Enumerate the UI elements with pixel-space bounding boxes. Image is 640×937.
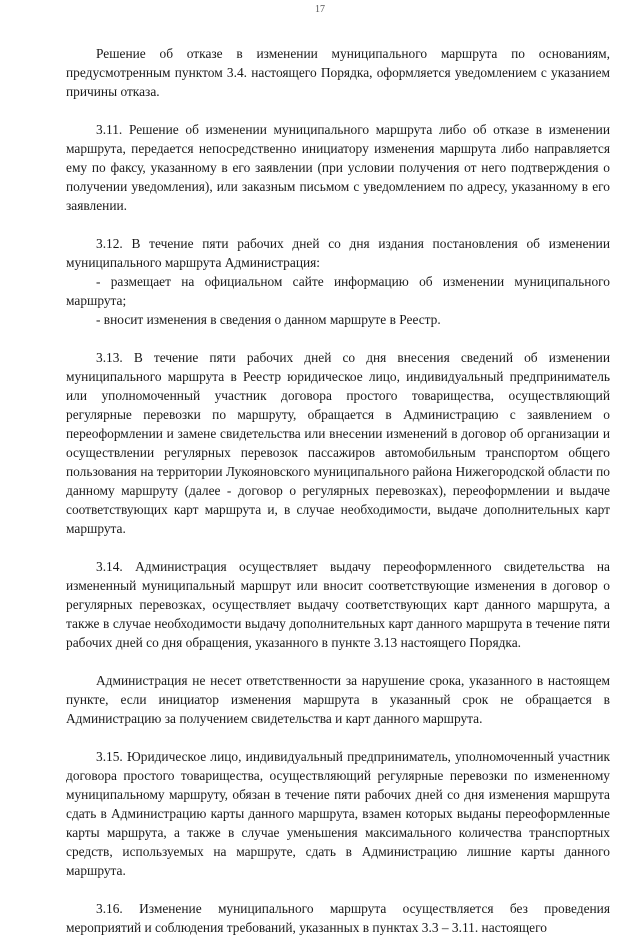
paragraph-3-15: 3.15. Юридическое лицо, индивидуальный предприниматель, уполномоченный участник договора простого товарищества, осуществляющий регулярные перевозки по измененному муниципальному маршруту, обязан в течение пяти рабочих дней со дня изменения маршрута сдать в Администрацию карты данного маршрута, взамен которых выданы переоформленные карты маршрута, а также в случае уменьшения максимального количества транспортных средств, используемых на маршруте, сдать в Администрацию лишние карты данного маршрута. <box>66 749 610 878</box>
paragraph-3-11: 3.11. Решение об изменении муниципального маршрута либо об отказе в изменении маршрута, передается непосредственно инициатору изменения маршрута либо направляется ему по факсу, указанному в его заявлении (при условии получения от него подтверждения о получении уведомления), или заказным письмом с уведомлением по адресу, указанному в его заявлении. <box>66 122 610 213</box>
paragraph-refusal-notice: Решение об отказе в изменении муниципального маршрута по основаниям, предусмотренным пунктом 3.4. настоящего Порядка, оформляется уведомлением с указанием причины отказа. <box>66 46 610 99</box>
paragraph-administration-liability: Администрация не несет ответственности за нарушение срока, указанного в настоящем пункте, если инициатор изменения маршрута в указанный срок не обращается в Администрацию за получением свидетельства и карт данного маршрута. <box>66 673 610 726</box>
paragraph-3-12-item-website: - размещает на официальном сайте информацию об изменении муниципального маршрута; <box>66 274 610 308</box>
paragraph-3-14: 3.14. Администрация осуществляет выдачу переоформленного свидетельства на измененный муниципальный маршрут или вносит соответствующие изменения в договор о регулярных перевозках, осуществляет выдачу соответствующих карт данного маршрута, а также в случае необходимости выдачу дополнительных карт данного маршрута в течение пяти рабочих дней со дня обращения, указанного в пункте 3.13 настоящего Порядка. <box>66 559 610 650</box>
paragraph-3-13: 3.13. В течение пяти рабочих дней со дня внесения сведений об изменении муниципального маршрута в Реестр юридическое лицо, индивидуальный предприниматель или уполномоченный участник договора простого товарищества, осуществляющий регулярные перевозки по маршруту, обращается в Администрацию с заявлением о переоформлении и замене свидетельства или внесении изменений в договор об организации и осуществлении регулярных перевозок пассажиров автомобильным транспортом общего пользования на территории Лукояновского муниципального района Нижегородской области по данному маршруту (далее - договор о регулярных перевозках), переоформлении и выдаче соответствующих карт маршрута и, в случае необходимости, выдаче дополнительных карт маршрута. <box>66 350 610 536</box>
paragraph-3-12: 3.12. В течение пяти рабочих дней со дня издания постановления об изменении муниципального маршрута Администрация: <box>66 236 610 270</box>
paragraph-3-16: 3.16. Изменение муниципального маршрута осуществляется без проведения мероприятий и соблюдения требований, указанных в пунктах 3.3 – 3.11. настоящего <box>66 901 610 935</box>
page-number: 17 <box>315 4 325 15</box>
document-body <box>66 44 610 937</box>
paragraph-3-12-item-registry: - вносит изменения в сведения о данном маршруте в Реестр. <box>96 312 441 327</box>
